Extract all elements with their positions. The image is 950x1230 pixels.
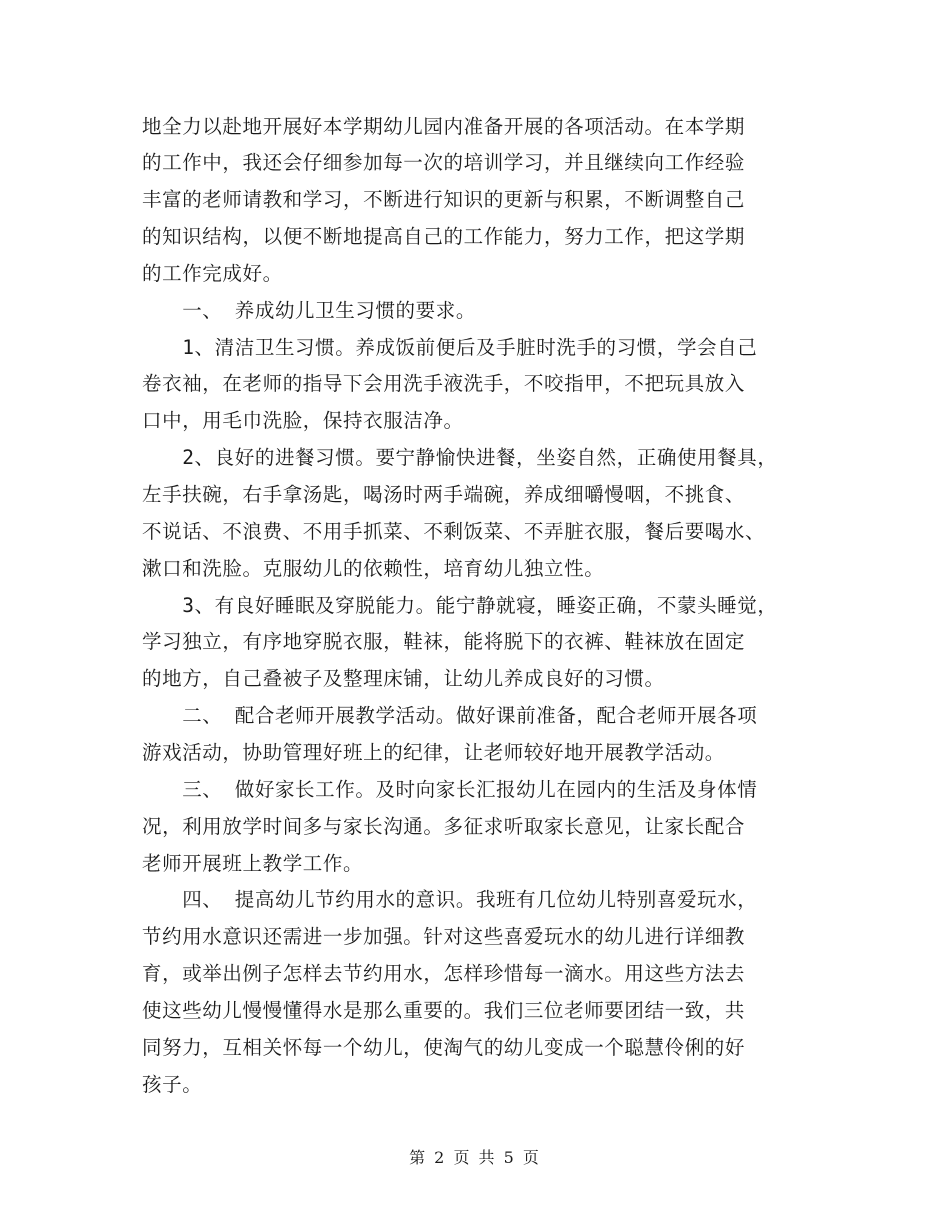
page-number-footer: 第 2 页 共 5 页 [409, 1148, 541, 1167]
text-line: 使这些幼儿慢慢懂得水是那么重要的。我们三位老师要团结一致，共 [142, 999, 746, 1022]
text-line: 四、 提高幼儿节约用水的意识。我班有几位幼儿特别喜爱玩水， [142, 888, 758, 911]
text-line: 三、 做好家长工作。及时向家长汇报幼儿在园内的生活及身体情 [142, 778, 758, 801]
text-line: 漱口和洗脸。克服幼儿的依赖性，培育幼儿独立性。 [142, 557, 605, 580]
text-line: 同努力，互相关怀每一个幼儿，使淘气的幼儿变成一个聪慧伶俐的好 [142, 1036, 746, 1059]
text-line: 的工作完成好。 [142, 262, 283, 285]
text-line: 左手扶碗，右手拿汤匙，喝汤时两手端碗，养成细嚼慢咽，不挑食、 [142, 483, 746, 506]
text-line: 3、有良好睡眠及穿脱能力。能宁静就寝，睡姿正确，不蒙头睡觉， [142, 594, 778, 617]
text-line: 游戏活动，协助管理好班上的纪律，让老师较好地开展教学活动。 [142, 741, 725, 764]
text-line: 的地方，自己叠被子及整理床铺，让幼儿养成良好的习惯。 [142, 667, 665, 690]
text-line: 学习独立，有序地穿脱衣服，鞋袜，能将脱下的衣裤、鞋袜放在固定 [142, 630, 746, 653]
text-line: 况，利用放学时间多与家长沟通。多征求听取家长意见，让家长配合 [142, 815, 746, 838]
text-line: 二、 配合老师开展教学活动。做好课前准备，配合老师开展各项 [142, 704, 758, 727]
text-line: 的工作中，我还会仔细参加每一次的培训学习，并且继续向工作经验 [142, 151, 746, 174]
text-line: 孩子。 [142, 1073, 203, 1096]
text-line: 卷衣袖，在老师的指导下会用洗手液洗手，不咬指甲，不把玩具放入 [142, 372, 746, 395]
text-line: 1、清洁卫生习惯。养成饭前便后及手脏时洗手的习惯，学会自己 [142, 336, 758, 359]
text-line: 2、良好的进餐习惯。要宁静愉快进餐，坐姿自然，正确使用餐具， [142, 446, 778, 469]
text-line: 丰富的老师请教和学习，不断进行知识的更新与积累，不断调整自己 [142, 188, 746, 211]
text-line: 口中，用毛巾洗脸，保持衣服洁净。 [142, 409, 464, 432]
text-line: 的知识结构，以便不断地提高自己的工作能力，努力工作，把这学期 [142, 225, 746, 248]
text-line: 不说话、不浪费、不用手抓菜、不剩饭菜、不弄脏衣服，餐后要喝水、 [142, 520, 766, 543]
section-heading: 一、 养成幼儿卫生习惯的要求。 [142, 299, 476, 322]
text-line: 节约用水意识还需进一步加强。针对这些喜爱玩水的幼儿进行详细教 [142, 925, 746, 948]
text-line: 老师开展班上教学工作。 [142, 852, 364, 875]
text-line: 地全力以赴地开展好本学期幼儿园内准备开展的各项活动。在本学期 [142, 115, 746, 138]
text-line: 育，或举出例子怎样去节约用水，怎样珍惜每一滴水。用这些方法去 [142, 962, 746, 985]
